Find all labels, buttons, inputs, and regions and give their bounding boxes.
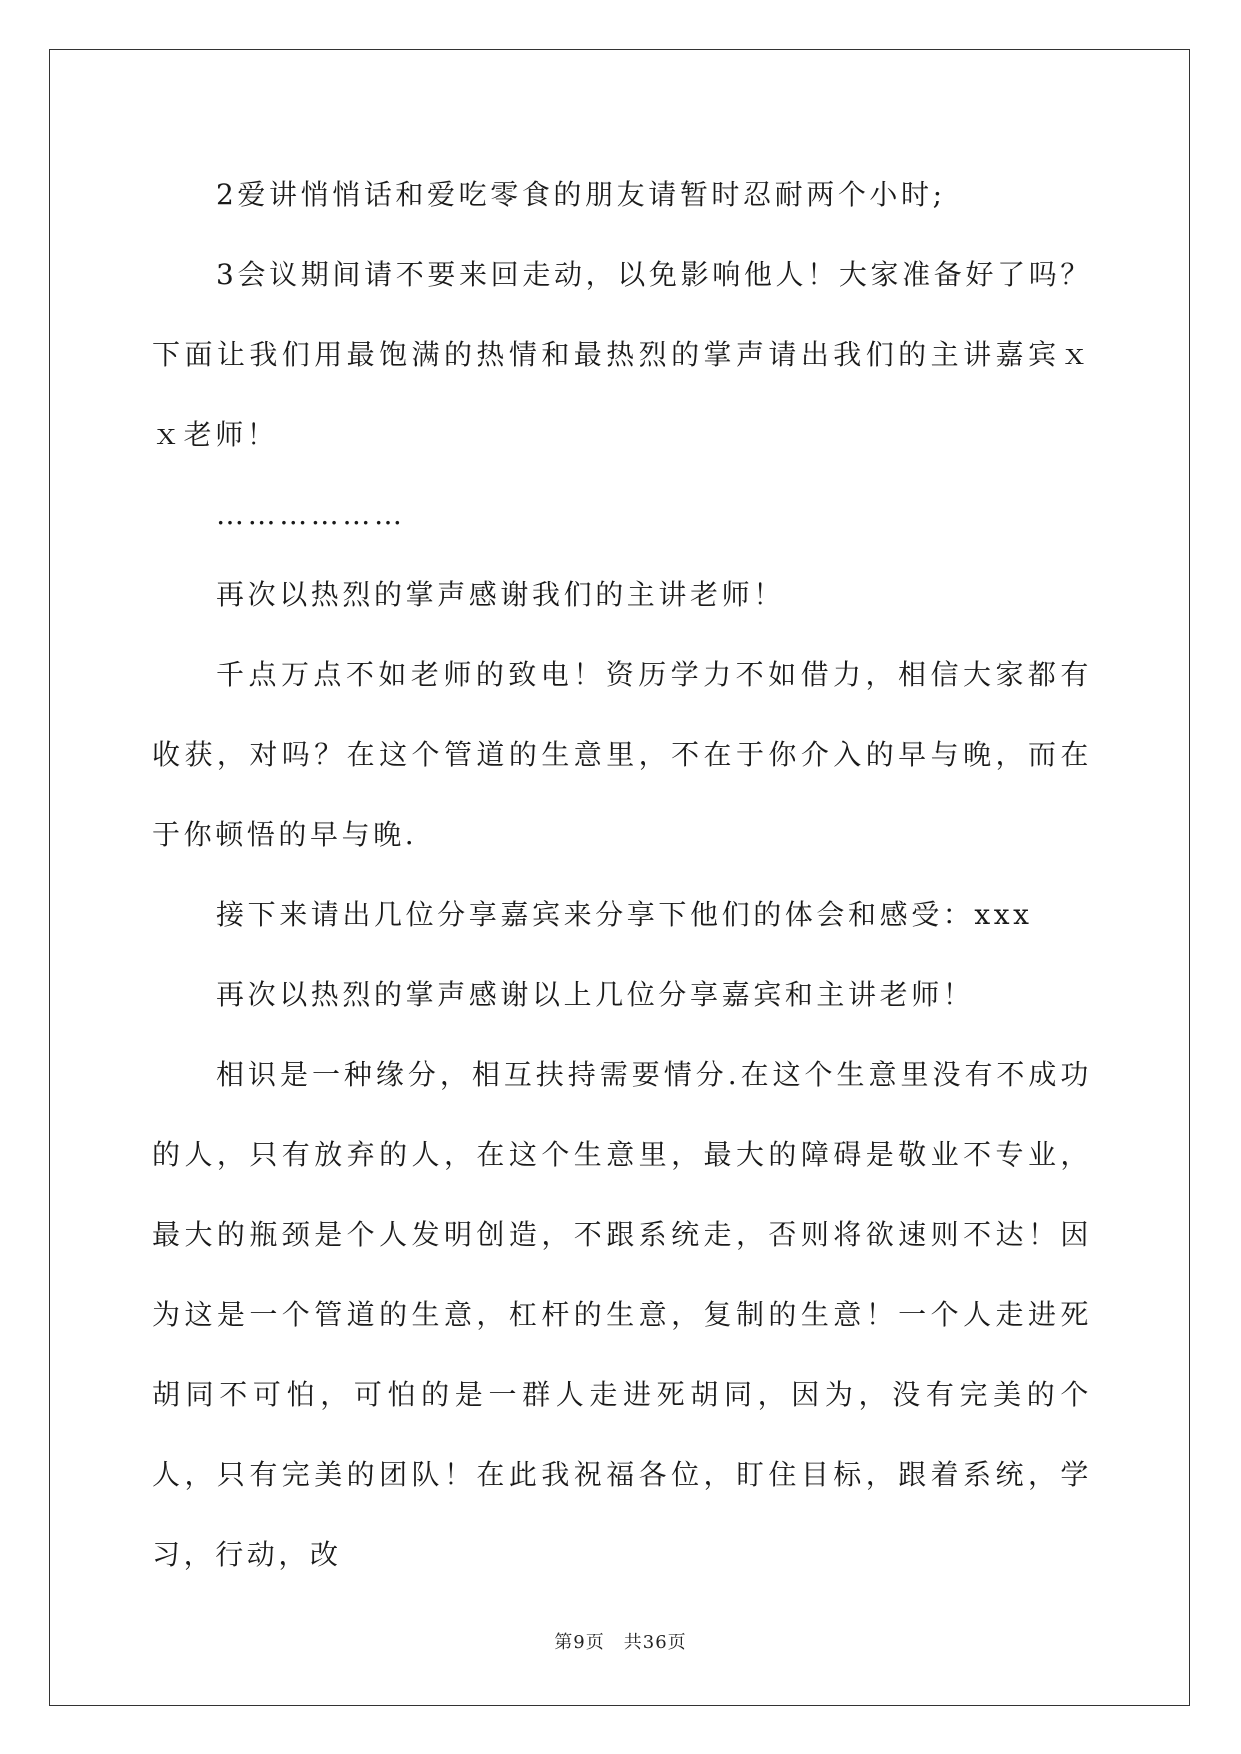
paragraph: 再次以热烈的掌声感谢我们的主讲老师！	[216, 578, 785, 611]
paragraph: 2爱讲悄悄话和爱吃零食的朋友请暂时忍耐两个小时;	[216, 178, 946, 211]
paragraph: 千点万点不如老师的致电！资历学力不如借力，相信大家都有收获，对吗？在这个管道的生意里，不在于你介入的早与晚，而在于你顿悟的早与晚.	[152, 658, 1092, 851]
paragraph: ………………	[216, 498, 406, 531]
page-number-footer: 第9页 共36页	[554, 1632, 687, 1653]
paragraph: 3会议期间请不要来回走动，以免影响他人！大家准备好了吗？下面让我们用最饱满的热情和最热烈的掌声请出我们的主讲嘉宾ｘｘ老师！	[152, 258, 1092, 451]
paragraph: 再次以热烈的掌声感谢以上几位分享嘉宾和主讲老师！	[216, 978, 975, 1011]
paragraph: 相识是一种缘分，相互扶持需要情分.在这个生意里没有不成功的人，只有放弃的人，在这个生意里，最大的障碍是敬业不专业，最大的瓶颈是个人发明创造，不跟系统走，否则将欲速则不达！因为这是一个管道的生意，杠杆的生意，复制的生意！一个人走进死胡同不可怕，可怕的是一群人走进死胡同，因为，没有完美的个人，只有完美的团队！在此我祝福各位，盯住目标，跟着系统，学习，行动，改	[152, 1058, 1092, 1571]
paragraph: 接下来请出几位分享嘉宾来分享下他们的体会和感受：xxx	[216, 898, 1033, 931]
document-body	[152, 155, 1092, 1595]
